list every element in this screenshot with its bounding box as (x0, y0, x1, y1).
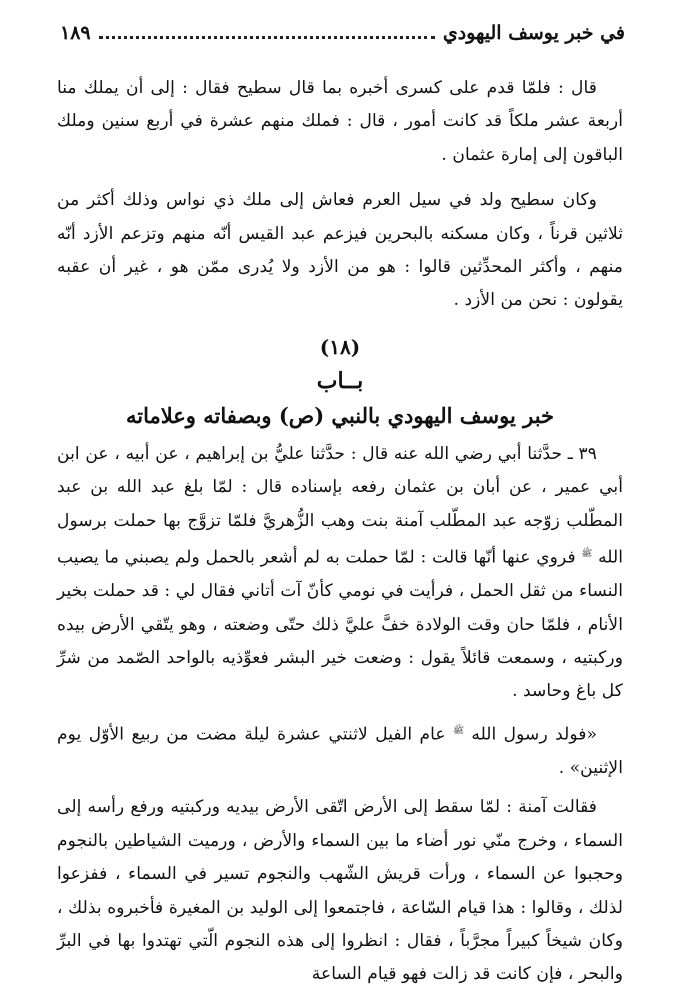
hadith-paragraph-2 (57, 715, 623, 786)
chapter-number: (١٨) (319, 334, 361, 359)
page-header (60, 22, 625, 56)
paragraph-2: وكان سطيح ولد في سيل العرم فعاش إلى ملك ذي نواس وذلك أكثر من ثلاثين قرناً ، وكان مسكنه بالبحرين فيزعم عبد القيس أنّه منهم وتزعم الأزد أنّه منهم ، وأكثر المحدِّثين قالوا : هو من الأزد ولا يُدرى ممّن هو ، غير أن عقبه يقولون : نحن من الأزد . (57, 190, 623, 311)
hadith-text-1a: ٣٩ ـ حدَّثنا أبي رضي الله عنه قال : حدَّثنا عليُّ بن إبراهيم ، عن أبيه ، عن ابن أبي عمير ، عن أبان بن عثمان رفعه بإسناده قال : لمّا بلغ عبد الله بن عبد المطّلب زوّجه عبد المطّلب آمنة بنت وهب الزُّهريَّ فلمّا تزوَّج بها حملت برسول الله (57, 443, 624, 568)
page-number: ١٨٩ (60, 22, 91, 44)
chapter-word: بــاب (316, 367, 364, 394)
hadith-text-2a: «فولد رسول الله (471, 724, 598, 745)
hadith-text-2b: عام الفيل لاثنتي عشرة ليلة مضت من ربيع الأوّل يوم الإثنين» . (57, 724, 623, 778)
body-text (57, 72, 623, 1004)
hadith-text-1b: فروي عنها أنّها قالت : لمّا حملت به لم أشعر بالحمل ولم يصبني ما يصيب النساء من ثقل الحمل ، فرأيت في نومي كأنّ آت أتاني فقال لي : قد حملت بخير الأنام ، فلمّا حان وقت الولادة خفَّ عليَّ ذلك حتّى وضعته ، وهو يتّقي الأرض بيده وركبتيه ، وسمعت قائلاً يقول : وضعت خير البشر فعوِّذيه بالواحد الصّمد من شرِّ كل باغ وحاسد . (57, 547, 623, 702)
hadith-paragraph-1 (57, 438, 623, 709)
paragraph-1: قال : فلمّا قدم على كسرى أخبره بما قال سطيح فقال : إلى أن يملك منا أربعة عشر ملكاً قد كانت أمور ، قال : فملك منهم عشرة في أربع سنين وملك الباقون إلى إمارة عثمان . (57, 78, 623, 165)
running-title: في خبر يوسف اليهودي (442, 22, 625, 44)
salawat-icon: ﷺ (581, 549, 593, 560)
salawat-icon: ﷺ (453, 725, 464, 736)
hadith-paragraph-3: فقالت آمنة : لمّا سقط إلى الأرض اتّقى الأرض بيديه وركبتيه ورفع رأسه إلى السماء ، وخرج منّي نور أضاء ما بين السماء والأرض ، ورميت الشياطين بالنجوم وحجبوا عن السماء ، ورأت قريش الشّهب والنجوم تسير في السماء ، ففزعوا لذلك ، وقالوا : هذا قيام السّاعة ، فاجتمعوا إلى الوليد بن المغيرة فأخبروه بذلك ، وكان شيخاً كبيراً مجرَّباً ، فقال : انظروا إلى هذه النجوم الّتي تهتدوا بها في البرِّ والبحر ، فإن كانت قد زالت فهو قيام الساعة (57, 797, 623, 985)
leader-dots (99, 22, 435, 39)
chapter-title: خبر يوسف اليهودي بالنبي (ص) وبصفاته وعلاماته (125, 402, 555, 428)
